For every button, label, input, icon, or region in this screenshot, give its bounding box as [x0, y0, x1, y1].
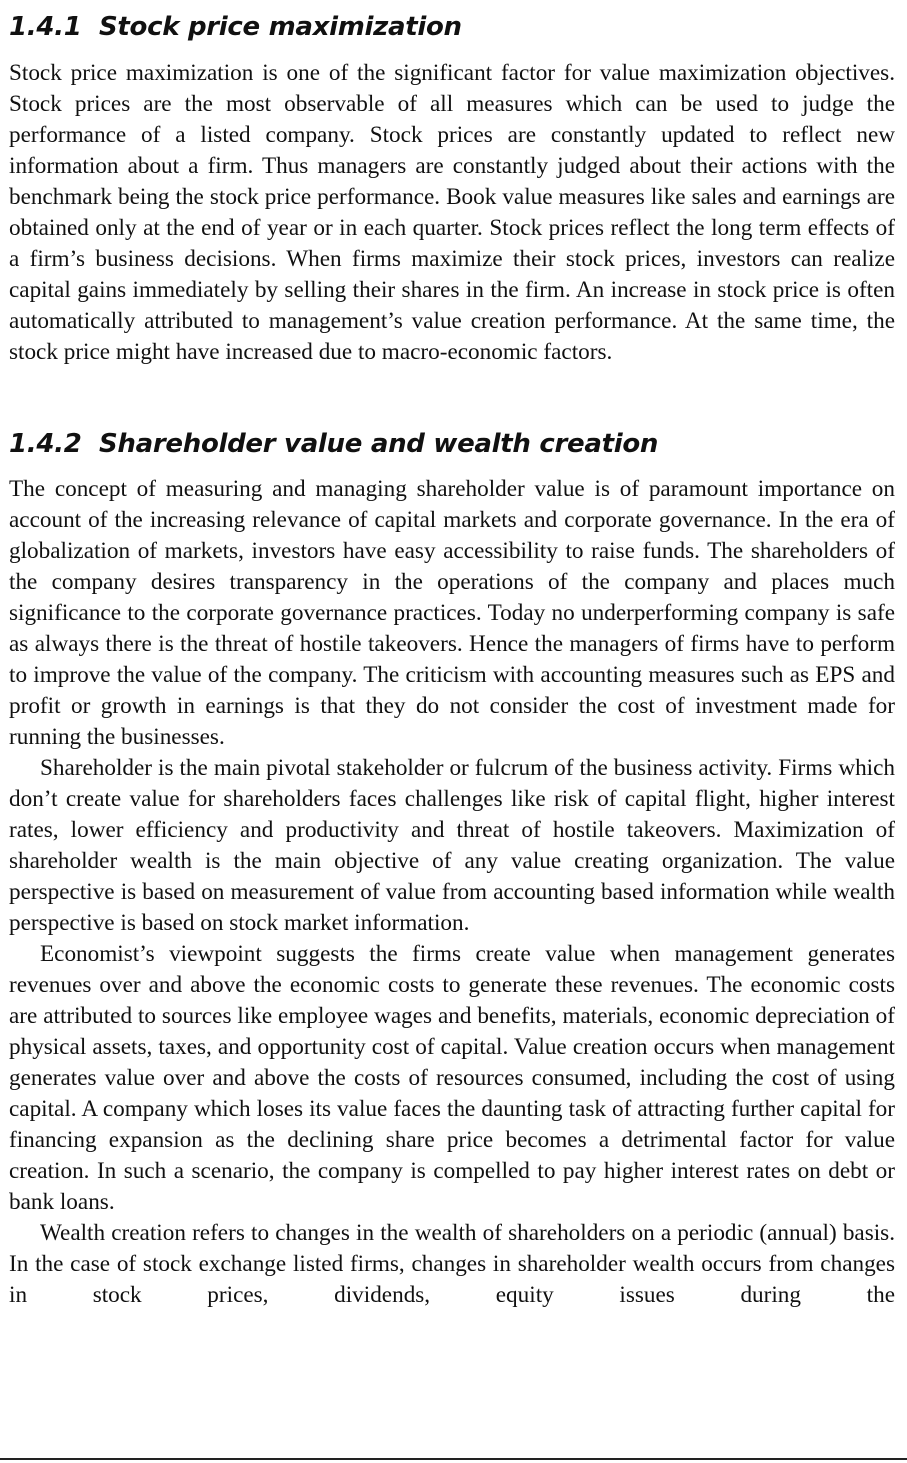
body-paragraph: Economist’s viewpoint suggests the firms create value when management generates revenues over and above the economic costs to generate these revenues. The economic costs are attributed to sources like employee wages and benefits, materials, economic depreciation of physical assets, taxes, and opportunity cost of capital. Value creation occurs when management generates value over and above the costs of resources consumed, including the cost of using capital. A company which loses its value faces the daunting task of attracting further capital for financing expansion as the declining share price becomes a detrimental factor for value creation. In such a scenario, the company is compelled to pay higher interest rates on debt or bank loans.: [9, 941, 895, 1215]
section-title: Stock price maximization: [99, 12, 462, 42]
body-paragraph: Shareholder is the main pivotal stakeholder or fulcrum of the business activity. Firms which don’t create value for shareholders faces challenges like risk of capital flight, higher interest rates, lower efficiency and productivity and threat of hostile takeovers. Maximization of shareholder wealth is the main objective of any value creating organization. The value perspective is based on measurement of value from accounting based information while wealth perspective is based on stock market information.: [9, 755, 895, 936]
section-heading-1-4-2: [9, 427, 895, 461]
body-paragraph-truncated: Wealth creation refers to changes in the wealth of shareholders on a periodic (annual) basis. In the case of stock exchange listed firms, changes in shareholder wealth occurs from changes in stock prices, dividends, equity issues during the: [9, 1220, 895, 1308]
page-bottom-edge: [0, 1458, 907, 1460]
document-page: [9, 0, 895, 1311]
section-heading-1-4-1: [9, 10, 895, 44]
body-paragraph: Stock price maximization is one of the significant factor for value maximization objectives. Stock prices are the most observable of all measures which can be used to judge the performance of a listed company. Stock prices are constantly updated to reflect new information about a firm. Thus managers are constantly judged about their actions with the benchmark being the stock price performance. Book value measures like sales and earnings are obtained only at the end of year or in each quarter. Stock prices reflect the long term effects of a firm’s business decisions. When firms maximize their stock prices, investors can realize capital gains immediately by selling their shares in the firm. An increase in stock price is often automatically attributed to management’s value creation performance. At the same time, the stock price might have increased due to macro-economic factors.: [9, 60, 895, 365]
section-number: 1.4.1: [9, 12, 82, 42]
body-paragraph: The concept of measuring and managing shareholder value is of paramount importance on account of the increasing relevance of capital markets and corporate governance. In the era of globalization of markets, investors have easy accessibility to raise funds. The shareholders of the company desires transparency in the operations of the company and places much significance to the corporate governance practices. Today no underperforming company is safe as always there is the threat of hostile takeovers. Hence the managers of firms have to perform to improve the value of the company. The criticism with accounting measures such as EPS and profit or growth in earnings is that they do not consider the cost of investment made for running the businesses.: [9, 476, 895, 750]
section-number: 1.4.2: [9, 429, 82, 459]
section-title: Shareholder value and wealth creation: [99, 429, 659, 459]
